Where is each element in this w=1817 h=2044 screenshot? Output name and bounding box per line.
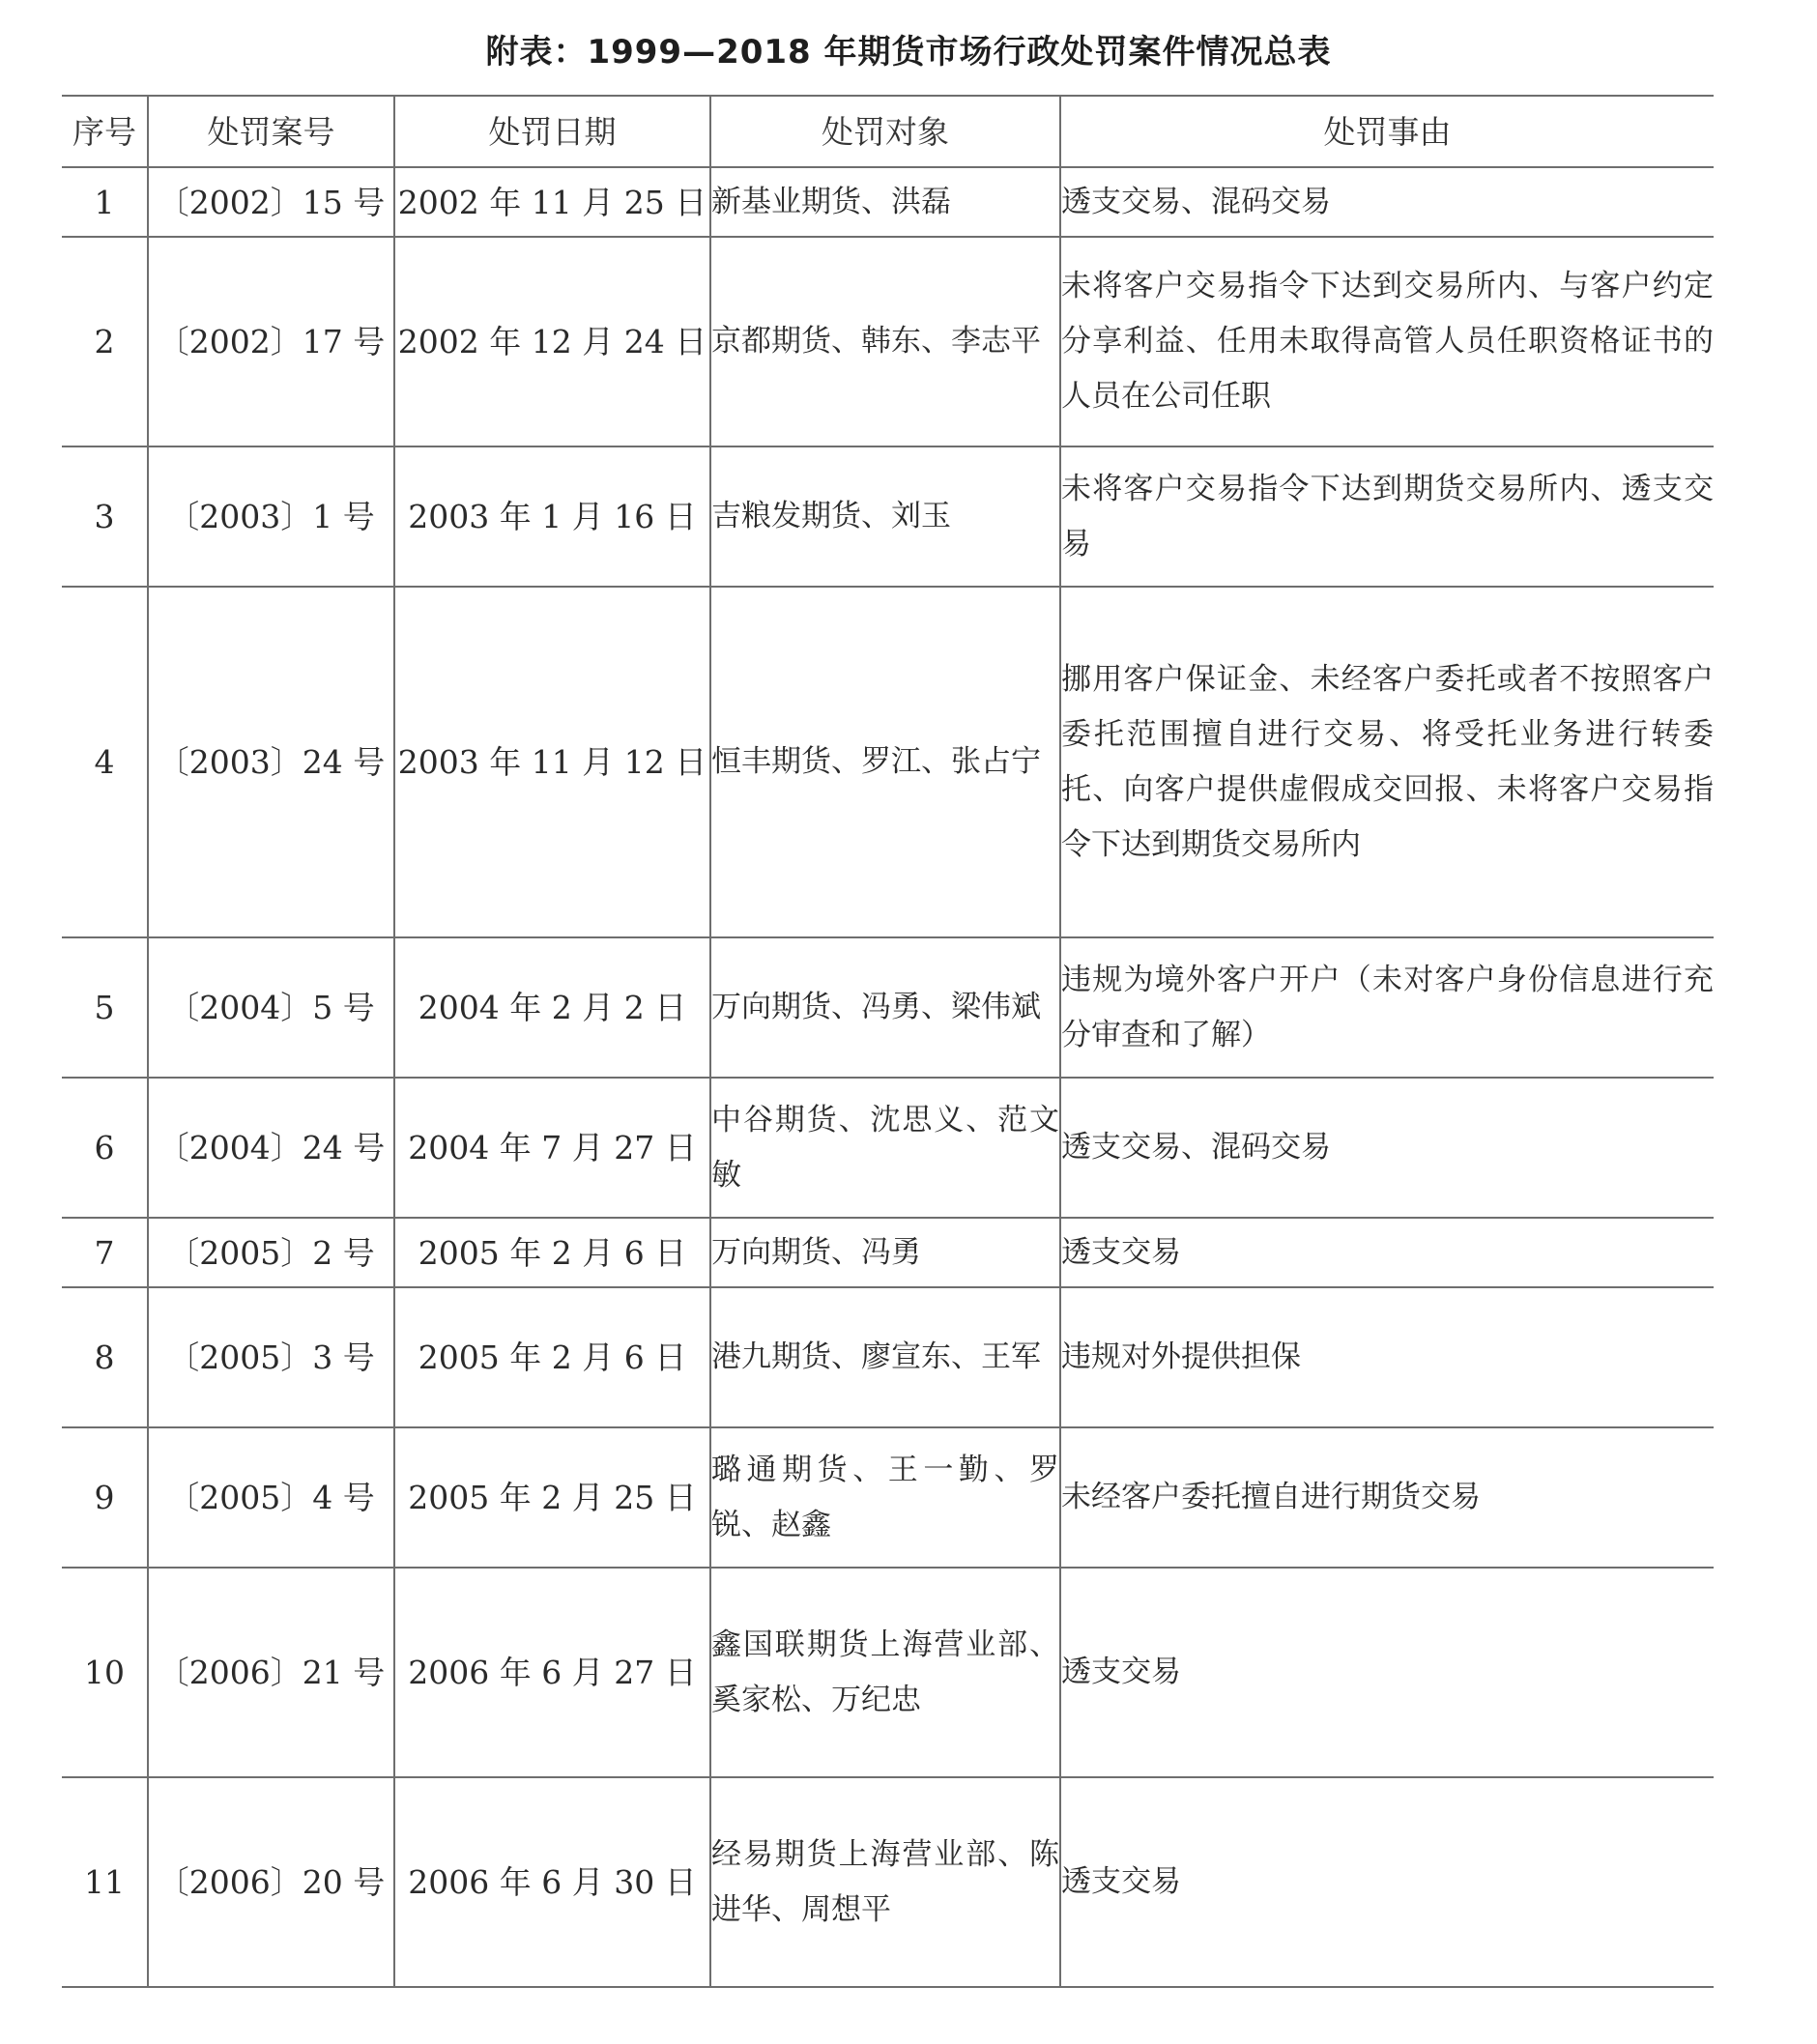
target-cell: 鑫国联期货上海营业部、奚家松、万纪忠 [710, 1568, 1060, 1777]
seq-cell: 5 [62, 937, 148, 1078]
header-date: 处罚日期 [394, 96, 710, 167]
table-row [62, 1568, 1714, 1777]
seq-cell: 6 [62, 1078, 148, 1218]
seq-cell: 8 [62, 1287, 148, 1427]
date-cell: 2004 年 2 月 2 日 [394, 937, 710, 1078]
target-cell: 吉粮发期货、刘玉 [710, 446, 1060, 587]
case-number-cell: 〔2006〕21 号 [148, 1568, 394, 1777]
date-cell: 2003 年 11 月 12 日 [394, 587, 710, 937]
case-number-cell: 〔2005〕4 号 [148, 1427, 394, 1568]
seq-cell: 4 [62, 587, 148, 937]
reason-cell: 透支交易 [1060, 1777, 1714, 1987]
reason-cell: 违规对外提供担保 [1060, 1287, 1714, 1427]
target-cell: 恒丰期货、罗江、张占宁 [710, 587, 1060, 937]
table-header-row [62, 96, 1714, 167]
reason-cell: 透支交易 [1060, 1218, 1714, 1287]
header-reason: 处罚事由 [1060, 96, 1714, 167]
table-row [62, 1427, 1714, 1568]
seq-cell: 11 [62, 1777, 148, 1987]
seq-cell: 7 [62, 1218, 148, 1287]
target-cell: 经易期货上海营业部、陈进华、周想平 [710, 1777, 1060, 1987]
seq-cell: 10 [62, 1568, 148, 1777]
penalty-cases-table [62, 95, 1714, 1988]
header-seq: 序号 [62, 96, 148, 167]
table-row [62, 1287, 1714, 1427]
date-cell: 2002 年 12 月 24 日 [394, 237, 710, 446]
case-number-cell: 〔2003〕24 号 [148, 587, 394, 937]
case-number-cell: 〔2003〕1 号 [148, 446, 394, 587]
date-cell: 2002 年 11 月 25 日 [394, 167, 710, 237]
target-cell: 港九期货、廖宣东、王军 [710, 1287, 1060, 1427]
target-cell: 万向期货、冯勇 [710, 1218, 1060, 1287]
target-cell: 万向期货、冯勇、梁伟斌 [710, 937, 1060, 1078]
header-case-number: 处罚案号 [148, 96, 394, 167]
seq-cell: 1 [62, 167, 148, 237]
table-row [62, 1218, 1714, 1287]
target-cell: 璐通期货、王一勤、罗锐、赵鑫 [710, 1427, 1060, 1568]
reason-cell: 违规为境外客户开户（未对客户身份信息进行充分审查和了解） [1060, 937, 1714, 1078]
date-cell: 2005 年 2 月 6 日 [394, 1287, 710, 1427]
case-number-cell: 〔2005〕3 号 [148, 1287, 394, 1427]
table-row [62, 1078, 1714, 1218]
case-number-cell: 〔2002〕15 号 [148, 167, 394, 237]
table-row [62, 937, 1714, 1078]
case-number-cell: 〔2004〕24 号 [148, 1078, 394, 1218]
table-caption: 附表：1999—2018 年期货市场行政处罚案件情况总表 [485, 33, 1332, 72]
date-cell: 2006 年 6 月 27 日 [394, 1568, 710, 1777]
reason-cell: 挪用客户保证金、未经客户委托或者不按照客户委托范围擅自进行交易、将受托业务进行转委托、向客户提供虚假成交回报、未将客户交易指令下达到期货交易所内 [1060, 587, 1714, 937]
seq-cell: 9 [62, 1427, 148, 1568]
target-cell: 新基业期货、洪磊 [710, 167, 1060, 237]
reason-cell: 透支交易 [1060, 1568, 1714, 1777]
reason-cell: 未将客户交易指令下达到期货交易所内、透支交易 [1060, 446, 1714, 587]
reason-cell: 透支交易、混码交易 [1060, 167, 1714, 237]
date-cell: 2003 年 1 月 16 日 [394, 446, 710, 587]
table-row [62, 446, 1714, 587]
table-row [62, 1777, 1714, 1987]
seq-cell: 3 [62, 446, 148, 587]
case-number-cell: 〔2004〕5 号 [148, 937, 394, 1078]
table-row [62, 167, 1714, 237]
date-cell: 2006 年 6 月 30 日 [394, 1777, 710, 1987]
reason-cell: 透支交易、混码交易 [1060, 1078, 1714, 1218]
target-cell: 中谷期货、沈思义、范文敏 [710, 1078, 1060, 1218]
date-cell: 2005 年 2 月 25 日 [394, 1427, 710, 1568]
case-number-cell: 〔2005〕2 号 [148, 1218, 394, 1287]
reason-cell: 未经客户委托擅自进行期货交易 [1060, 1427, 1714, 1568]
date-cell: 2005 年 2 月 6 日 [394, 1218, 710, 1287]
case-number-cell: 〔2002〕17 号 [148, 237, 394, 446]
table-row [62, 237, 1714, 446]
reason-cell: 未将客户交易指令下达到交易所内、与客户约定分享利益、任用未取得高管人员任职资格证书的人员在公司任职 [1060, 237, 1714, 446]
target-cell: 京都期货、韩东、李志平 [710, 237, 1060, 446]
case-number-cell: 〔2006〕20 号 [148, 1777, 394, 1987]
header-target: 处罚对象 [710, 96, 1060, 167]
table-row [62, 587, 1714, 937]
date-cell: 2004 年 7 月 27 日 [394, 1078, 710, 1218]
seq-cell: 2 [62, 237, 148, 446]
